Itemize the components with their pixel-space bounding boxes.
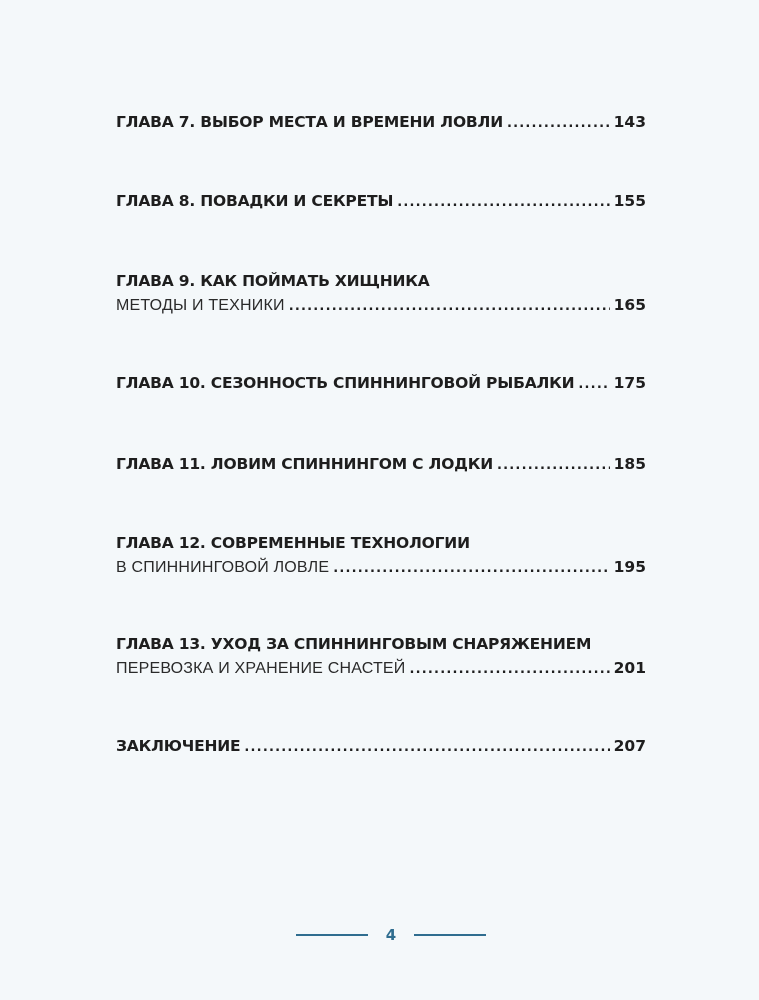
toc-entry-chapter-12[interactable]	[116, 531, 646, 579]
toc-entry-title: ГЛАВА 13. УХОД ЗА СПИННИНГОВЫМ СНАРЯЖЕНИЕМ	[116, 635, 592, 653]
toc-entry-page-number: 201	[613, 659, 646, 677]
toc-entry-line	[116, 293, 646, 317]
toc-entry-line	[116, 656, 646, 680]
toc-entry-conclusion[interactable]	[116, 734, 646, 758]
toc-entry-page-number: 185	[613, 455, 646, 473]
toc-entry-chapter-13[interactable]	[116, 632, 646, 680]
toc-entry-subtitle: ПЕРЕВОЗКА И ХРАНЕНИЕ СНАСТЕЙ	[116, 660, 406, 677]
dot-leader	[333, 557, 609, 581]
toc-entry-title: ГЛАВА 12. СОВРЕМЕННЫЕ ТЕХНОЛОГИИ	[116, 534, 470, 552]
toc-entry-title: ГЛАВА 11. ЛОВИМ СПИННИНГОМ С ЛОДКИ	[116, 455, 494, 473]
dot-leader	[244, 736, 609, 760]
page-footer	[0, 924, 759, 948]
dot-leader	[507, 112, 610, 136]
toc-entry-page-number: 207	[613, 737, 646, 755]
toc-entry-line	[116, 555, 646, 579]
page-number: 4	[385, 926, 397, 944]
toc-entry-title: ЗАКЛЮЧЕНИЕ	[116, 737, 241, 755]
footer-rule-left	[296, 934, 368, 936]
toc-entry-title: ГЛАВА 8. ПОВАДКИ И СЕКРЕТЫ	[116, 192, 394, 210]
toc-entry-title: ГЛАВА 7. ВЫБОР МЕСТА И ВРЕМЕНИ ЛОВЛИ	[116, 113, 503, 131]
toc-entry-chapter-11[interactable]	[116, 452, 646, 476]
dot-leader	[289, 295, 610, 319]
toc-entry-subtitle: МЕТОДЫ И ТЕХНИКИ	[116, 297, 285, 314]
toc-entry-line	[116, 734, 646, 758]
toc-entry-chapter-10[interactable]	[116, 371, 646, 395]
dot-leader	[578, 373, 609, 397]
toc-entry-title: ГЛАВА 9. КАК ПОЙМАТЬ ХИЩНИКА	[116, 272, 430, 290]
toc-entry-page-number: 155	[613, 192, 646, 210]
toc-entry-line	[116, 371, 646, 395]
toc-entry-page-number: 195	[613, 558, 646, 576]
footer-rule-right	[414, 934, 486, 936]
toc-entry-subtitle: В СПИННИНГОВОЙ ЛОВЛЕ	[116, 559, 330, 576]
toc-entry-chapter-8[interactable]	[116, 189, 646, 213]
dot-leader	[397, 191, 609, 215]
toc-entry-page-number: 175	[613, 374, 646, 392]
toc-entry-title: ГЛАВА 10. СЕЗОННОСТЬ СПИННИНГОВОЙ РЫБАЛКИ	[116, 374, 575, 392]
toc-entry-page-number: 165	[613, 296, 646, 314]
toc-entry-line	[116, 110, 646, 134]
dot-leader	[497, 454, 610, 478]
toc-entry-chapter-7[interactable]	[116, 110, 646, 134]
toc-entry-line	[116, 452, 646, 476]
toc-entry-line	[116, 189, 646, 213]
dot-leader	[410, 658, 610, 682]
toc-entry-heading-line	[116, 269, 646, 293]
toc-entry-heading-line	[116, 531, 646, 555]
toc-entry-chapter-9[interactable]	[116, 269, 646, 317]
toc-entry-heading-line	[116, 632, 646, 656]
toc-entry-page-number: 143	[613, 113, 646, 131]
